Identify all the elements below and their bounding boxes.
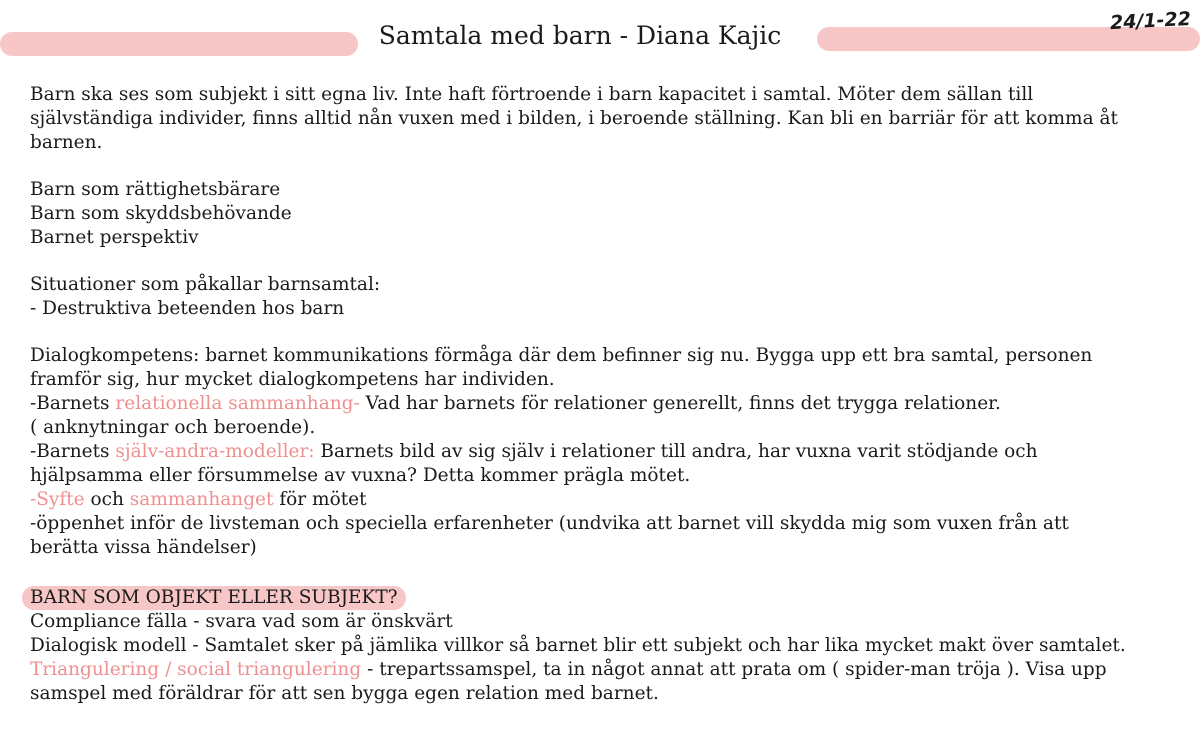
paragraph-line: självständiga individer, finns alltid nån vuxen med i bilden, i beroende ställning. Kan bli en barriär för att komma åt [30, 108, 1118, 129]
paragraph-line: Dialogisk modell - Samtalet sker på jämlika villkor så barnet blir ett subjekt och har lika mycket makt över samtalet. [30, 635, 1126, 656]
paragraph-line: Dialogkompetens: barnet kommunikations förmåga där dem befinner sig nu. Bygga upp ett bra samtal, personen [30, 345, 1093, 366]
list-item: -Barnets relationella sammanhang- Vad har barnets för relationer generellt, finns det trygga relationer. [30, 393, 1001, 414]
highlighted-term: relationella sammanhang- [115, 393, 360, 414]
situations-heading: Situationer som påkallar barnsamtal: [30, 274, 381, 295]
paragraph-line: berätta vissa händelser) [30, 537, 257, 558]
highlighted-term: sammanhanget [129, 489, 274, 510]
handwritten-date: 24/1-22 [1109, 7, 1192, 35]
page-title: Samtala med barn - Diana Kajic [378, 21, 782, 50]
paragraph-line: Barn ska ses som subjekt i sitt egna liv. Inte haft förtroende i barn kapacitet i samtal. Möter dem sällan till [30, 84, 1034, 105]
list-item: -Syfte och sammanhanget för mötet [30, 489, 367, 510]
highlighted-term: Triangulering / social triangulering [30, 659, 362, 680]
paragraph-line: ( anknytningar och beroende). [30, 417, 316, 438]
paragraph-line: samspel med föräldrar för att sen bygga egen relation med barnet. [30, 683, 659, 704]
section-heading: BARN SOM OBJEKT ELLER SUBJEKT? [30, 586, 1180, 610]
list-item: Barn som skyddsbehövande [30, 203, 292, 224]
list-item: Barn som rättighetsbärare [30, 179, 281, 200]
list-item: -öppenhet inför de livsteman och speciella erfarenheter (undvika att barnet vill skydda mig som vuxen från att [30, 513, 1069, 534]
list-item: Barnet perspektiv [30, 227, 199, 248]
notes-body [30, 83, 1180, 706]
highlighted-term: -Syfte [30, 489, 85, 510]
paragraph-line: barnen. [30, 132, 103, 153]
list-item: - Destruktiva beteenden hos barn [30, 298, 345, 319]
paragraph-line: framför sig, hur mycket dialogkompetens har individen. [30, 369, 555, 390]
highlighted-term: själv-andra-modeller: [115, 441, 315, 462]
paragraph-line: Compliance fälla - svara vad som är önskvärt [30, 611, 453, 632]
list-item: -Barnets själv-andra-modeller: Barnets bild av sig själv i relationer till andra, har vuxna varit stödjande och [30, 441, 1038, 462]
paragraph-line: hjälpsamma eller försummelse av vuxna? Detta kommer prägla mötet. [30, 465, 691, 486]
paragraph-line: Triangulering / social triangulering - trepartssamspel, ta in något annat att prata om ( spider-man tröja ). Visa upp [30, 659, 1107, 680]
